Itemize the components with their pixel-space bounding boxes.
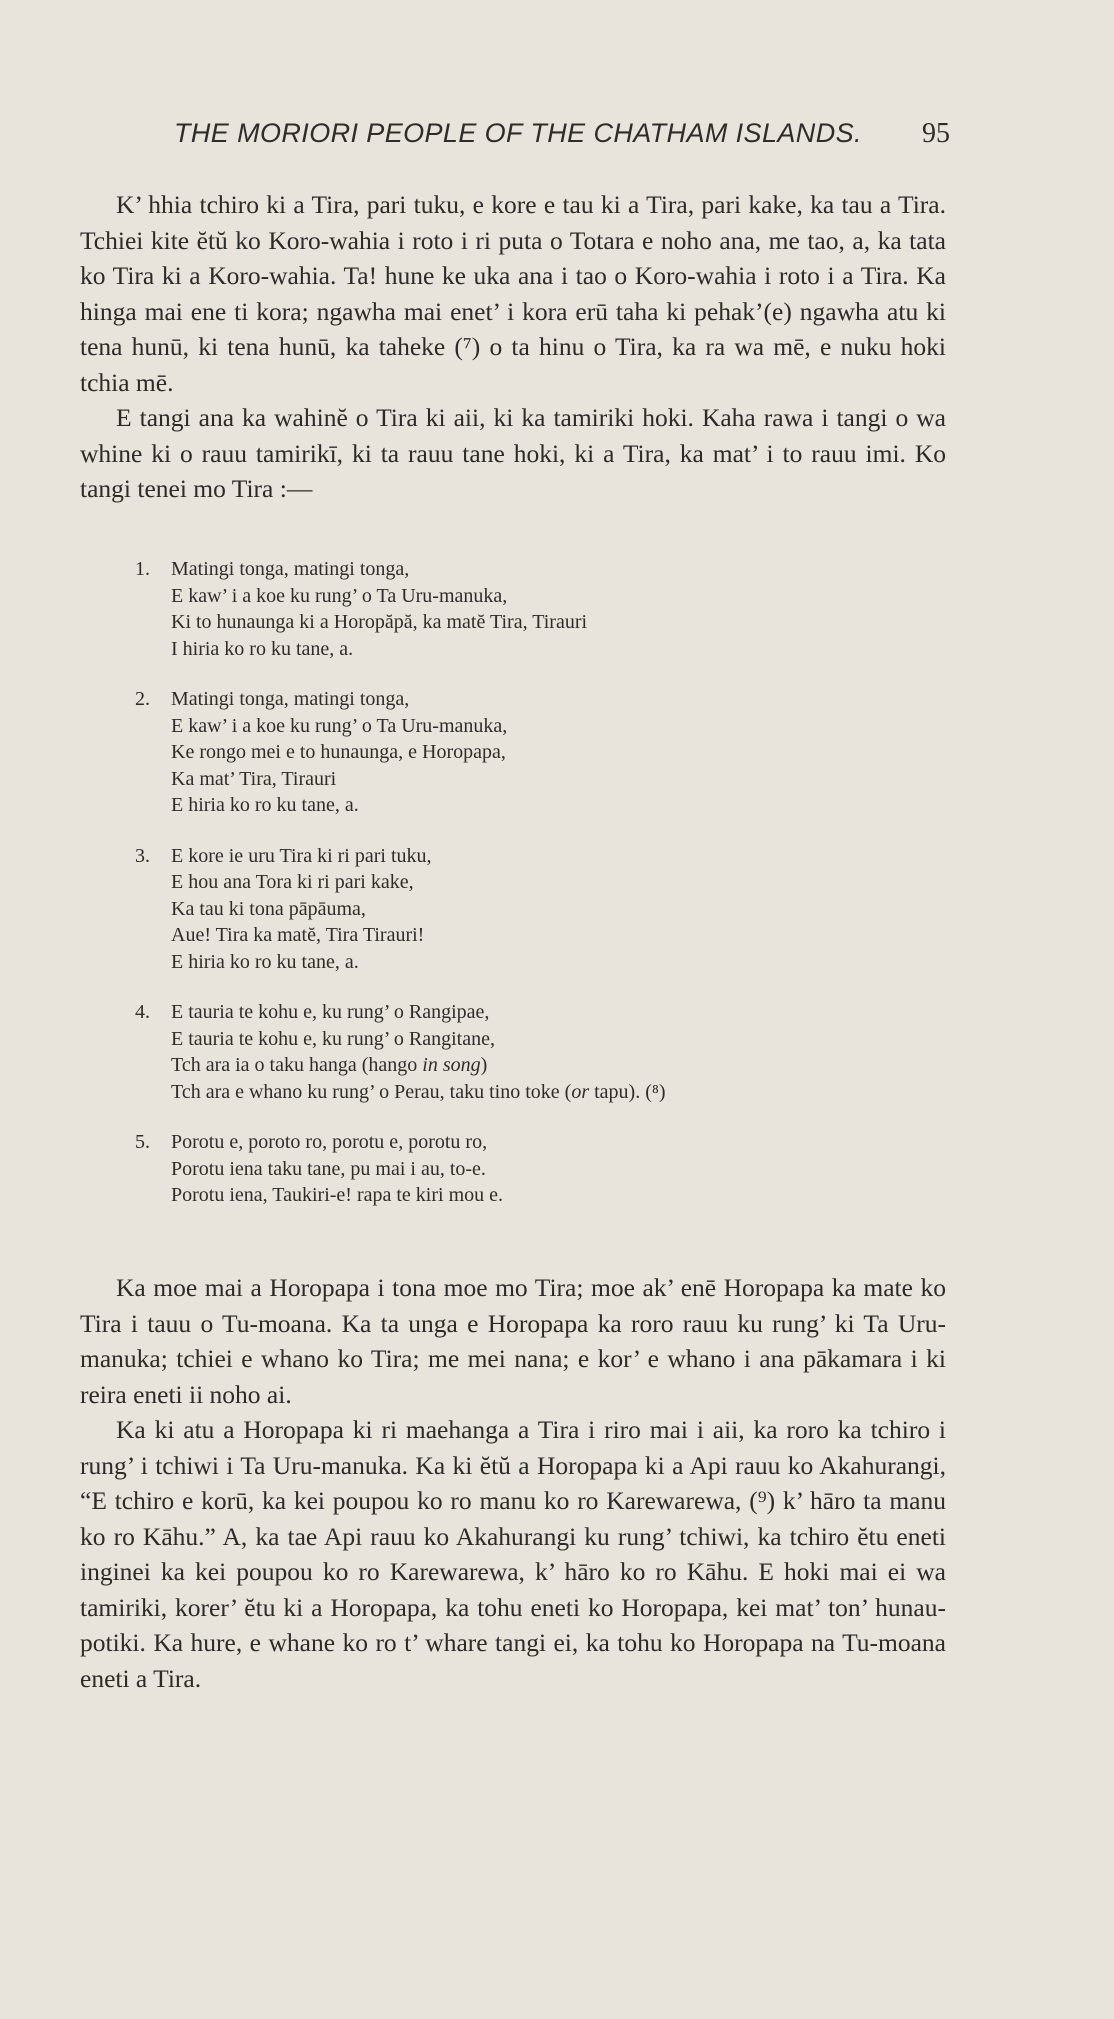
song-line: Ki to hunaunga ki a Horopăpă, ka matĕ Tira, Tirauri xyxy=(171,611,588,633)
stanza-2 xyxy=(135,686,915,819)
stanza-5 xyxy=(135,1129,915,1209)
song-line-text: Tch ara ia o taku hanga (hango xyxy=(171,1054,423,1076)
paragraph: K’ hhia tchiro ki a Tira, pari tuku, e kore e tau ki a Tira, pari kake, ka tau a Tira. Tchiei kite ĕtŭ ko Koro-wahia i roto i ri puta o Totara e noho ana, me tao, a, ka tata ko Tira ki a Koro-wahia. Ta! hune ke uka ana i tao o Koro-wahia i roto i a Tira. Ka hinga mai ene ti kora; ngawha mai enet’ i kora erū taha ki pehak’(e) ngawha atu ki tena hunū, ki tena hunū, ka taheke (⁷) o ta hinu o Tira, ka ra wa mē, e nuku hoki tchia mē. xyxy=(80,190,946,397)
song-line: Porotu e, poroto ro, porotu e, porotu ro, xyxy=(171,1131,488,1153)
prose-block-bottom xyxy=(80,1270,946,1696)
song-line: Porotu iena, Taukiri-e! rapa te kiri mou e. xyxy=(171,1184,504,1206)
song-line xyxy=(171,1052,915,1079)
song-line: E tauria te kohu e, ku rung’ o Rangipae, xyxy=(171,1001,490,1023)
stanza-3 xyxy=(135,843,915,976)
song-line: E hou ana Tora ki ri pari kake, xyxy=(171,871,414,893)
prose-block-top xyxy=(80,187,946,507)
stanza-number: 2. xyxy=(135,688,150,710)
song-line-text: Tch ara e whano ku rung’ o Perau, taku tino toke ( xyxy=(171,1080,572,1103)
page-number: 95 xyxy=(922,118,950,149)
paragraph: Ka ki atu a Horopapa ki ri maehanga a Tira i riro mai i aii, ka roro ka tchiro i rung’ i tchiwi i Ta Uru-manuka. Ka ki ĕtŭ a Horopapa ki a Api rauu ko Akahurangi, “E tchiro e korū, ka kei poupou ko ro manu ko ro Karewarewa, (⁹) k’ hāro ta manu ko ro Kāhu.” A, ka tae Api rauu ko Akahurangi ku rung’ tchiwi, ka tchiro ĕtu eneti inginei ka kei poupou ko ro Karewarewa, k’ hāro ko ro Kāhu. E hoki mai ei wa tamiriki, korer’ ĕtu ki a Horopapa, ka tohu eneti ko Horopapa, kei mat’ ton’ hunau-potiki. Ka hure, e whane ko ro t’ whare tangi ei, ka tohu ko Horopapa na Tu-moana eneti a Tira. xyxy=(80,1415,946,1693)
song-line-text: tapu). (⁸) xyxy=(589,1080,666,1103)
song-line: Aue! Tira ka matĕ, Tira Tirauri! xyxy=(171,924,425,946)
song-line: E kaw’ i a koe ku rung’ o Ta Uru-manuka, xyxy=(171,584,508,607)
stanza-number: 1. xyxy=(135,558,150,580)
stanza-1 xyxy=(135,556,915,662)
song-line: E kore ie uru Tira ki ri pari tuku, xyxy=(171,844,432,867)
stanza-number: 3. xyxy=(135,844,150,867)
running-title: THE MORIORI PEOPLE OF THE CHATHAM ISLANDS. xyxy=(174,118,862,148)
paragraph: Ka moe mai a Horopapa i tona moe mo Tira; moe ak’ enē Horopapa ka mate ko Tira i tauu o Tu-moana. Ka ta unga e Horopapa ka roro rauu ku rung’ ki Ta Uru-manuka; tchiei e whano ko Tira; me mei nana; e kor’ e whano i ana pākamara i ki reira eneti ii noho ai. xyxy=(80,1273,946,1409)
song-line: Ke rongo mei e to hunaunga, e Horopapa, xyxy=(171,741,506,763)
running-head xyxy=(170,118,956,158)
italic-note: in song xyxy=(422,1054,481,1076)
song-line: Porotu iena taku tane, pu mai i au, to-e. xyxy=(171,1157,486,1180)
song-line: E kaw’ i a koe ku rung’ o Ta Uru-manuka, xyxy=(171,714,508,737)
song-line: Ka tau ki tona pāpāuma, xyxy=(171,897,366,920)
song-line-text: ) xyxy=(480,1054,488,1076)
song-line: Matingi tonga, matingi tonga, xyxy=(171,688,410,710)
song-line: E tauria te kohu e, ku rung’ o Rangitane, xyxy=(171,1027,495,1050)
song-line: I hiria ko ro ku tane, a. xyxy=(171,637,354,660)
lament-song xyxy=(135,556,915,1233)
stanza-number: 4. xyxy=(135,1001,150,1023)
stanza-number: 5. xyxy=(135,1131,150,1153)
song-line xyxy=(171,1079,915,1106)
song-line: E hiria ko ro ku tane, a. xyxy=(171,950,359,973)
paragraph: E tangi ana ka wahinĕ o Tira ki aii, ki ka tamiriki hoki. Kaha rawa i tangi o wa whine ki o rauu tamirikī, ki ta rauu tane hoki, ki a Tira, ka mat’ i to rauu imi. Ko tangi tenei mo Tira :— xyxy=(80,403,946,503)
song-line: Ka mat’ Tira, Tirauri xyxy=(171,767,337,790)
song-line: E hiria ko ro ku tane, a. xyxy=(171,794,359,816)
stanza-4 xyxy=(135,999,915,1105)
italic-note: or xyxy=(571,1080,590,1103)
song-line: Matingi tonga, matingi tonga, xyxy=(171,558,410,580)
